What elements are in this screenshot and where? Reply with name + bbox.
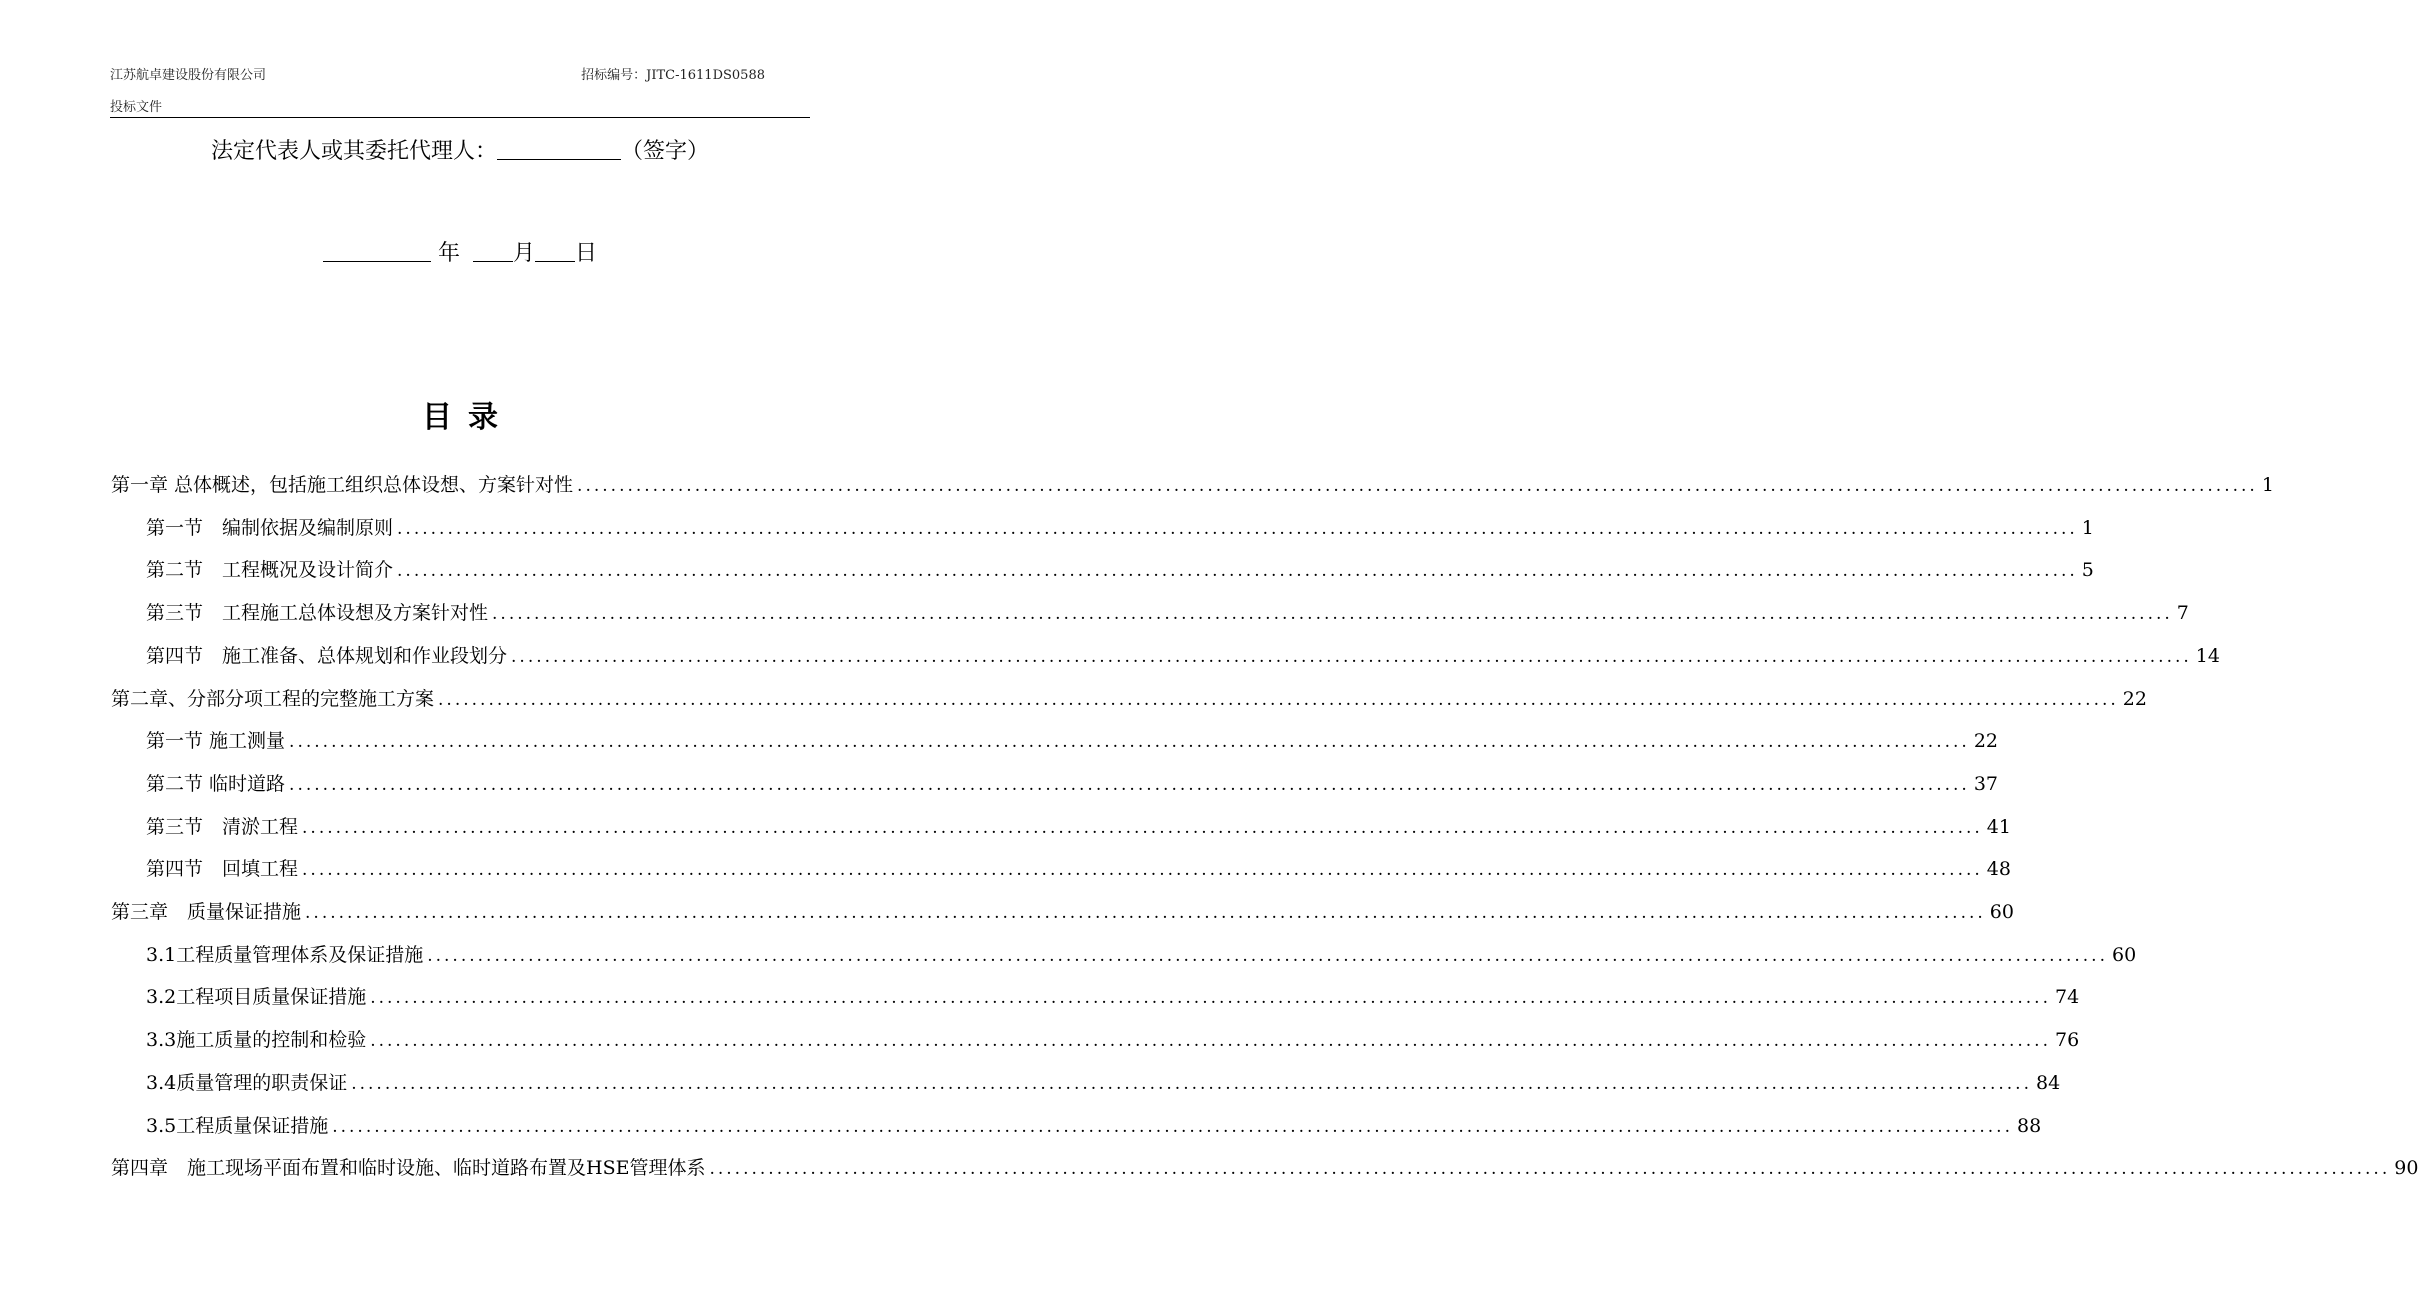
toc-page-number: 60 [2111, 943, 2137, 966]
toc-dot-leader: ........................................................................................................................................................................................................ [709, 1159, 2391, 1180]
toc-dot-leader: ........................................................................................................................................................................................................ [577, 476, 2258, 496]
toc-dot-leader: ........................................................................................................................................................................................................ [305, 903, 1986, 923]
year-blank [323, 241, 431, 262]
toc-page-number: 88 [2016, 1114, 2042, 1137]
toc-page-number: 14 [2195, 644, 2220, 667]
toc-entry-label: 第三章 质量保证措施 [111, 901, 302, 923]
toc-page-number: 48 [1986, 858, 2011, 881]
toc-entry[interactable] [146, 983, 2080, 1011]
toc-page-number: 1 [2261, 474, 2274, 496]
toc-dot-leader: ........................................................................................................................................................................................................ [370, 1031, 2051, 1052]
signature-blank [497, 139, 621, 160]
day-label: 日 [575, 241, 598, 266]
toc-title: 目录 [422, 400, 514, 435]
toc-page-number: 37 [1973, 772, 1998, 795]
toc-entry[interactable] [146, 514, 2094, 542]
toc-dot-leader: ........................................................................................................................................................................................................ [332, 1116, 2013, 1137]
toc-entry-label: 第二节 临时道路 [146, 772, 286, 795]
toc-entry-label: 3.5工程质量保证措施 [146, 1114, 329, 1137]
toc-page-number: 22 [1973, 730, 1998, 753]
toc-entry-label: 第一节 编制依据及编制原则 [146, 516, 394, 539]
document-type: 投标文件 [110, 96, 810, 118]
toc-dot-leader: ........................................................................................................................................................................................................ [511, 646, 2192, 667]
toc-entry-label: 3.4质量管理的职责保证 [146, 1071, 348, 1094]
toc-entry[interactable] [146, 770, 1998, 798]
toc-entry-label: 第四章 施工现场平面布置和临时设施、临时道路布置及HSE管理体系 [111, 1157, 706, 1180]
toc-entry[interactable] [111, 471, 2274, 499]
page-header [110, 64, 810, 118]
toc-dot-leader: ........................................................................................................................................................................................................ [370, 988, 2051, 1009]
toc-entry-label: 第四节 回填工程 [146, 858, 299, 881]
toc-entry[interactable] [146, 941, 2137, 969]
toc-dot-leader: ........................................................................................................................................................................................................ [289, 732, 1970, 753]
toc-page-number: 5 [2081, 559, 2094, 582]
month-label: 月 [512, 241, 535, 266]
toc-dot-leader: ........................................................................................................................................................................................................ [397, 561, 2078, 582]
toc-entry-label: 3.1工程质量管理体系及保证措施 [146, 943, 424, 966]
toc-entry[interactable] [146, 599, 2189, 627]
toc-dot-leader: ........................................................................................................................................................................................................ [302, 817, 1983, 838]
toc-entry-label: 第一章 总体概述，包括施工组织总体设想、方案针对性 [111, 474, 574, 496]
signature-line [0, 134, 920, 165]
toc-dot-leader: ........................................................................................................................................................................................................ [492, 604, 2173, 625]
toc-entry[interactable] [146, 556, 2094, 584]
toc-dot-leader: ........................................................................................................................................................................................................ [289, 774, 1970, 795]
toc-page-number: 90 [2394, 1157, 2418, 1180]
toc-entry-label: 第二章、分部分项工程的完整施工方案 [111, 687, 435, 710]
toc-page-number: 60 [1989, 901, 2014, 923]
toc-page-number: 41 [1986, 815, 2011, 838]
toc-page-number: 74 [2054, 986, 2080, 1009]
year-label: 年 [437, 241, 460, 266]
toc-dot-leader: ........................................................................................................................................................................................................ [397, 518, 2078, 539]
toc-entry-label: 3.3施工质量的控制和检验 [146, 1029, 367, 1052]
toc-page-number: 84 [2035, 1071, 2061, 1094]
bid-number: 招标编号：JITC-1611DS0588 [581, 68, 765, 83]
signature-suffix: （签字） [621, 139, 710, 164]
toc-entry[interactable] [111, 685, 2147, 713]
toc-entry-label: 第四节 施工准备、总体规划和作业段划分 [146, 644, 508, 667]
toc-page-number: 22 [2122, 687, 2147, 710]
toc-page-number: 7 [2176, 602, 2189, 625]
company-name: 江苏航卓建设股份有限公司 [110, 68, 267, 83]
toc-dot-leader: ........................................................................................................................................................................................................ [427, 945, 2108, 966]
toc-entry[interactable] [146, 727, 1998, 755]
toc-dot-leader: ........................................................................................................................................................................................................ [302, 860, 1983, 881]
toc-dot-leader: ........................................................................................................................................................................................................ [438, 689, 2119, 710]
date-line [0, 236, 920, 267]
toc-entry[interactable] [146, 855, 2011, 883]
toc-entry[interactable] [111, 898, 2014, 926]
toc-entry-label: 第一节 施工测量 [146, 730, 286, 753]
toc-entry[interactable] [146, 642, 2220, 670]
month-blank [473, 241, 513, 262]
toc-entry-label: 第二节 工程概况及设计简介 [146, 559, 394, 582]
toc-entry-label: 第三节 清淤工程 [146, 815, 299, 838]
day-blank [535, 241, 575, 262]
toc-entry[interactable] [146, 1112, 2042, 1140]
toc-entry[interactable] [146, 1026, 2080, 1054]
toc-entry[interactable] [111, 1154, 2418, 1182]
toc-entry[interactable] [146, 813, 2011, 841]
toc-dot-leader: ........................................................................................................................................................................................................ [351, 1073, 2032, 1094]
toc-entry-label: 第三节 工程施工总体设想及方案针对性 [146, 602, 489, 625]
toc-page-number: 1 [2081, 516, 2094, 539]
toc-entry-label: 3.2工程项目质量保证措施 [146, 986, 367, 1009]
signature-label: 法定代表人或其委托代理人： [210, 139, 497, 164]
toc-page-number: 76 [2054, 1029, 2080, 1052]
toc-entry[interactable] [146, 1069, 2061, 1097]
